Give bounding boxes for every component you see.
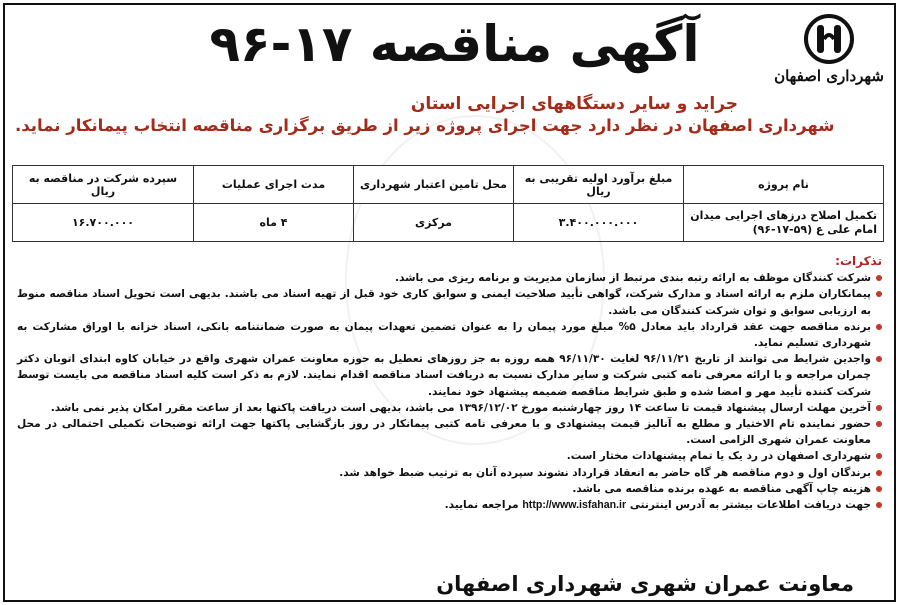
table-header-row bbox=[13, 166, 884, 204]
col-estimate: مبلغ برآورد اولیه تقریبی به ریال bbox=[514, 166, 684, 204]
cell-deposit: ۱۶.۷۰۰.۰۰۰ bbox=[13, 204, 194, 242]
list-item: برندگان اول و دوم مناقصه هر گاه حاضر به انعقاد قرارداد نشوند سپرده آنان به ترتیب ضبط خواهد شد. bbox=[17, 465, 882, 481]
list-item: هزینه چاپ آگهی مناقصه به عهده برنده مناقصه می باشد. bbox=[17, 481, 882, 497]
col-funding: محل تامین اعتبار شهرداری bbox=[354, 166, 514, 204]
bullet-icon bbox=[876, 453, 882, 459]
bullet-icon bbox=[876, 324, 882, 330]
info-suffix: مراجعه نمایید. bbox=[444, 499, 519, 512]
cell-funding: مرکزی bbox=[354, 204, 514, 242]
bullet-icon bbox=[876, 421, 882, 427]
info-prefix: جهت دریافت اطلاعات بیشتر به آدرس اینترنتی bbox=[629, 499, 871, 512]
notes-title: تذکرات: bbox=[835, 254, 882, 268]
notice-intro bbox=[15, 93, 884, 137]
website-link[interactable]: http://www.isfahan.ir bbox=[522, 499, 627, 512]
list-item: پیمانکاران ملزم به ارائه اسناد و مدارک شرکت، گواهی تأیید صلاحیت ایمنی و سوابق کاری خود قبل از تهیه اسناد می باشند. بدیهی است تحویل اسناد مناقصه منوط به ارزیابی سوابق و توان شرکت کنندگان می باشد. bbox=[17, 286, 882, 318]
list-item: شهرداری اصفهان در رد یک یا تمام پیشنهادات مختار است. bbox=[17, 448, 882, 464]
intro-line-2: شهرداری اصفهان در نظر دارد جهت اجرای پروژه زیر از طریق برگزاری مناقصه انتخاب پیمانکار نماید. bbox=[15, 116, 835, 135]
issuer-signature: معاونت عمران شهری شهرداری اصفهان bbox=[436, 572, 854, 596]
intro-line-1: جراید و سایر دستگاههای اجرایی استان bbox=[410, 94, 739, 114]
notice-header bbox=[5, 5, 894, 97]
municipality-logo bbox=[774, 13, 884, 99]
list-item: واجدین شرایط می توانند از تاریخ ۹۶/۱۱/۲۱ لغایت ۹۶/۱۱/۳۰ همه روزه به جز روزهای تعطیل به حوزه معاونت عمران شهری واقع در خیابان کاوه ابتدای اتوبان دکتر چمران مراجعه و با ارائه معرفی نامه کتبی شرکت و سایر مدارک نسبت به دریافت اسناد مناقصه اقدام نمایند. لازم به ذکر است کلیه اسناد مناقصه می بایست توسط شرکت کننده تأیید مهر و امضا شده و طبق شرایط مناقصه ضمیمه پیشنهاد خود نمایند. bbox=[17, 351, 882, 400]
cell-project-name: تکمیل اصلاح درزهای اجرایی میدان امام علی ع (۵۹-۱۷-۹۶) bbox=[684, 204, 884, 242]
list-item bbox=[17, 497, 882, 513]
bullet-icon bbox=[876, 502, 882, 508]
notice-title: آگهی مناقصه ۱۷-۹۶ bbox=[209, 15, 700, 73]
bullet-icon bbox=[876, 291, 882, 297]
col-deposit: سپرده شرکت در مناقصه به ریال bbox=[13, 166, 194, 204]
list-item: آخرین مهلت ارسال پیشنهاد قیمت تا ساعت ۱۴ روز چهارشنبه مورخ ۱۳۹۶/۱۲/۰۲ می باشد، بدیهی است دریافت پاکتها بعد از ساعت مقرر امکان پذیر نمی باشد. bbox=[17, 400, 882, 416]
list-item: برنده مناقصه جهت عقد قرارداد باید معادل ۵% مبلغ مورد پیمان را به عنوان تضمین تعهدات پیمان به صورت ضمانتنامه بانکی، اسناد خزانه با اوراق مشارکت به شهرداری تسلیم نماید. bbox=[17, 319, 882, 351]
table-row bbox=[13, 204, 884, 242]
col-project-name: نام پروژه bbox=[684, 166, 884, 204]
bullet-icon bbox=[876, 470, 882, 476]
isfahan-logo-icon bbox=[803, 13, 855, 65]
col-duration: مدت اجرای عملیات bbox=[194, 166, 354, 204]
bullet-icon bbox=[876, 486, 882, 492]
tender-table bbox=[12, 165, 884, 242]
notes-section bbox=[17, 253, 882, 513]
cell-duration: ۴ ماه bbox=[194, 204, 354, 242]
bullet-icon bbox=[876, 405, 882, 411]
bullet-icon bbox=[876, 356, 882, 362]
list-item: شرکت کنندگان موظف به ارائه رتبه بندی مرتبط از سازمان مدیریت و برنامه ریزی می باشد. bbox=[17, 270, 882, 286]
tender-notice bbox=[3, 3, 896, 602]
list-item: حضور نماینده تام الاختیار و مطلع به آنالیز قیمت پیشنهادی و با معرفی نامه کتبی پیمانکار در روز بازگشایی پاکتها جهت ارائه توضیحات تکمیلی احتمالی در محل معاونت عمران شهری الزامی است. bbox=[17, 416, 882, 448]
bullet-icon bbox=[876, 275, 882, 281]
logo-caption: شهرداری اصفهان bbox=[774, 67, 884, 85]
notes-list bbox=[17, 270, 882, 513]
cell-estimate: ۳.۴۰۰.۰۰۰.۰۰۰ bbox=[514, 204, 684, 242]
